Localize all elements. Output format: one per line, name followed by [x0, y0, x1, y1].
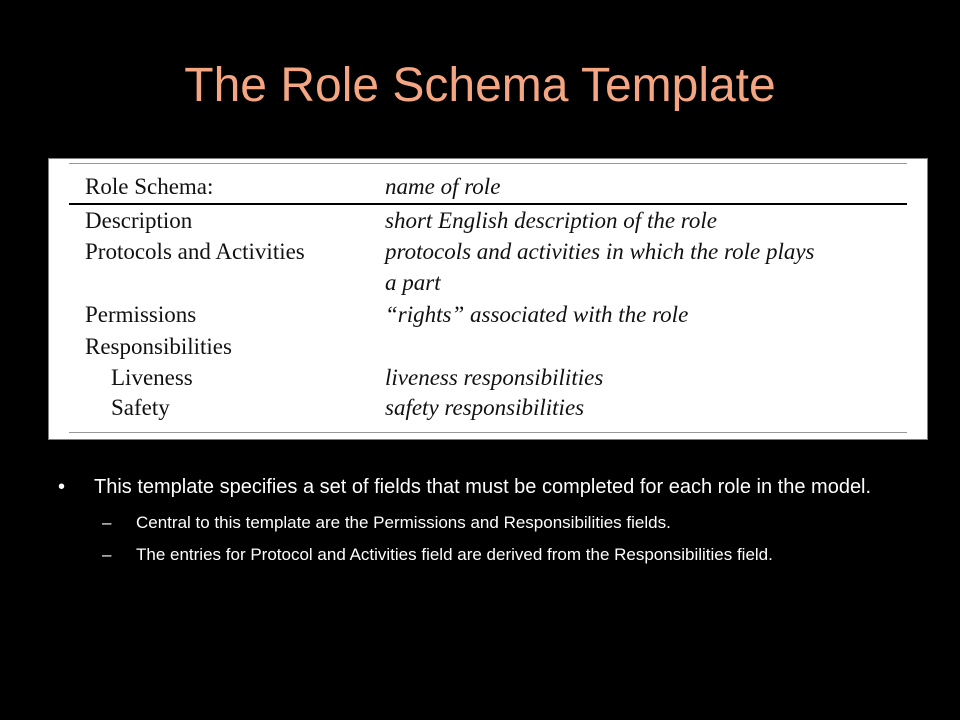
schema-row-value: short English description of the role	[385, 208, 717, 233]
table-top-rule	[69, 163, 907, 164]
table-bottom-rule	[69, 432, 907, 433]
slide-title: The Role Schema Template	[184, 59, 776, 112]
list-item	[102, 510, 918, 536]
schema-row-value: protocols and activities in which the role plays	[385, 239, 815, 264]
schema-row-label: Protocols and Activities	[85, 239, 305, 264]
schema-row-label: Liveness	[111, 365, 193, 390]
sub-bullet-text: The entries for Protocol and Activities field are derived from the Responsibilities field.	[136, 545, 773, 564]
schema-row-label: Safety	[111, 395, 170, 420]
dash-marker: –	[102, 513, 112, 532]
list-item	[58, 472, 918, 502]
role-schema-table-image	[48, 158, 928, 440]
sub-bullet-list	[58, 510, 918, 568]
schema-header-value: name of role	[385, 174, 501, 199]
schema-row-value-continuation: a part	[385, 270, 441, 295]
dash-marker: –	[102, 545, 112, 564]
schema-row-label: Description	[85, 208, 193, 233]
bullet-marker: •	[58, 476, 66, 498]
schema-header-label: Role Schema:	[85, 174, 214, 199]
schema-row-value: safety responsibilities	[385, 395, 585, 420]
table-header-rule	[69, 203, 907, 205]
schema-row-value: liveness responsibilities	[385, 365, 604, 390]
schema-row-label: Responsibilities	[85, 334, 232, 359]
schema-row-value: “rights” associated with the role	[385, 302, 689, 327]
schema-row-label: Permissions	[85, 302, 197, 327]
bullet-text: This template specifies a set of fields that must be completed for each role in the model.	[94, 476, 872, 498]
list-item	[102, 542, 918, 568]
bullet-list	[58, 472, 918, 574]
sub-bullet-text: Central to this template are the Permissions and Responsibilities fields.	[136, 513, 671, 532]
